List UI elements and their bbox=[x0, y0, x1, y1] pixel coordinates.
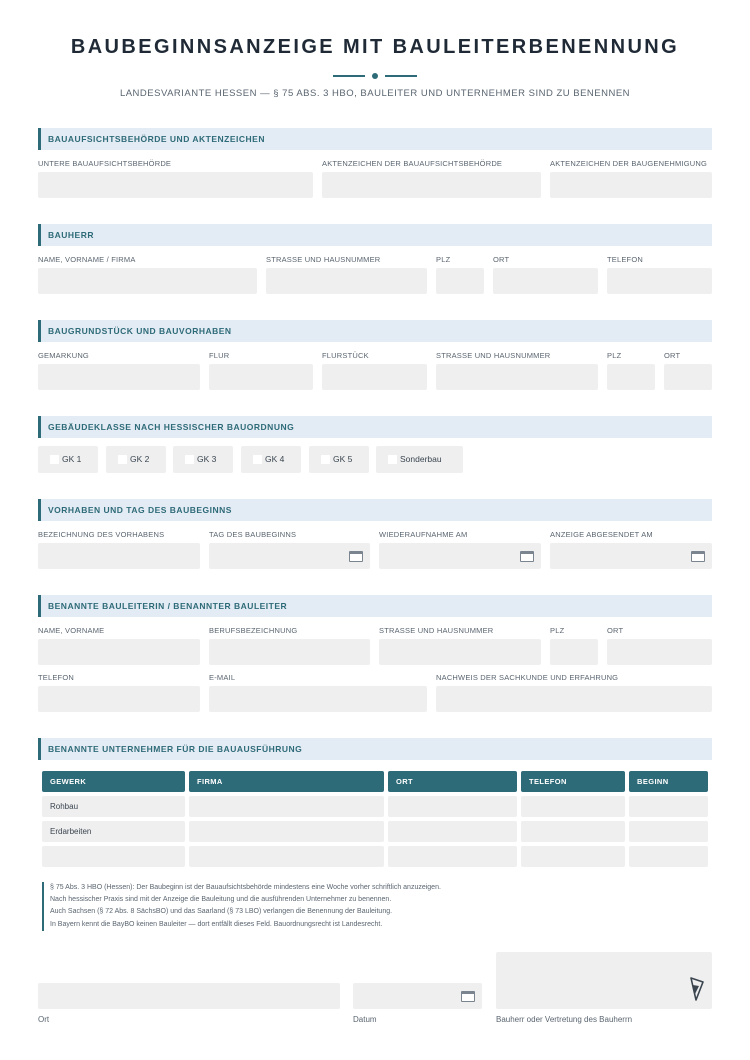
checkbox[interactable] bbox=[253, 455, 262, 464]
field-bauleiter-telefon[interactable] bbox=[38, 686, 200, 712]
table-cell-ort[interactable] bbox=[388, 821, 517, 842]
label-bezeichnung-vorhaben: BEZEICHNUNG DES VORHABENS bbox=[38, 530, 165, 539]
field-bauherr-ort[interactable] bbox=[493, 268, 598, 294]
field-berufsbezeichnung[interactable] bbox=[209, 639, 370, 665]
section-header-unternehmer: BENANNTE UNTERNEHMER FÜR DIE BAUAUSFÜHRUNG bbox=[38, 738, 712, 760]
label-anzeige-abgesendet: ANZEIGE ABGESENDET AM bbox=[550, 530, 653, 539]
field-wiederaufnahme[interactable] bbox=[379, 543, 541, 569]
option-sonderbau[interactable]: Sonderbau bbox=[376, 446, 463, 473]
label-wiederaufnahme: WIEDERAUFNAHME AM bbox=[379, 530, 468, 539]
label-berufsbezeichnung: BERUFSBEZEICHNUNG bbox=[209, 626, 298, 635]
label-tag-baubeginn: TAG DES BAUBEGINNS bbox=[209, 530, 297, 539]
label-bauherr-ort: ORT bbox=[493, 255, 510, 264]
table-cell-gewerk[interactable]: Rohbau bbox=[42, 796, 185, 817]
label-ort: Ort bbox=[38, 1015, 50, 1024]
label-flurstueck: FLURSTÜCK bbox=[322, 351, 369, 360]
calendar-icon[interactable] bbox=[520, 551, 534, 562]
option-gk-5[interactable]: GK 5 bbox=[309, 446, 369, 473]
legal-notes bbox=[42, 882, 562, 931]
label-bauleiter-strasse: STRASSE UND HAUSNUMMER bbox=[379, 626, 494, 635]
field-bauherr-strasse[interactable] bbox=[266, 268, 427, 294]
field-tag-baubeginn[interactable] bbox=[209, 543, 370, 569]
field-bauleiter-strasse[interactable] bbox=[379, 639, 541, 665]
table-cell-ort[interactable] bbox=[388, 846, 517, 867]
option-gk-2[interactable]: GK 2 bbox=[106, 446, 166, 473]
table-cell-telefon[interactable] bbox=[521, 796, 625, 817]
table-cell-beginn[interactable] bbox=[629, 846, 708, 867]
field-bauleiter-ort[interactable] bbox=[607, 639, 712, 665]
table-cell-gewerk[interactable] bbox=[42, 846, 185, 867]
table-cell-telefon[interactable] bbox=[521, 846, 625, 867]
field-flurstueck[interactable] bbox=[322, 364, 427, 390]
field-grundstueck-strasse[interactable] bbox=[436, 364, 598, 390]
label-gemarkung: GEMARKUNG bbox=[38, 351, 89, 360]
option-gk-1[interactable]: GK 1 bbox=[38, 446, 98, 473]
note-line: Nach hessischer Praxis sind mit der Anzeige die Bauleitung und die ausführenden Unternehmer zu benennen. bbox=[50, 896, 392, 904]
field-anzeige-abgesendet[interactable] bbox=[550, 543, 712, 569]
page-title: BAUBEGINNSANZEIGE MIT BAULEITERBENENNUNG bbox=[70, 36, 680, 58]
label-untere-bauaufsichtsbehoerde: UNTERE BAUAUFSICHTSBEHÖRDE bbox=[38, 159, 172, 168]
section-header-vorhaben: VORHABEN UND TAG DES BAUBEGINNS bbox=[38, 499, 712, 521]
field-grundstueck-plz[interactable] bbox=[607, 364, 655, 390]
field-grundstueck-ort[interactable] bbox=[664, 364, 712, 390]
column-header-gewerk: GEWERK bbox=[42, 771, 185, 792]
label-signature: Bauherr oder Vertretung des Bauherrn bbox=[496, 1015, 633, 1024]
table-cell-firma[interactable] bbox=[189, 821, 384, 842]
field-bezeichnung-vorhaben[interactable] bbox=[38, 543, 200, 569]
checkbox[interactable] bbox=[321, 455, 330, 464]
label-bauleiter-name: NAME, VORNAME bbox=[38, 626, 105, 635]
column-header-ort: ORT bbox=[388, 771, 517, 792]
checkbox[interactable] bbox=[388, 455, 397, 464]
option-gk-4[interactable]: GK 4 bbox=[241, 446, 301, 473]
field-flur[interactable] bbox=[209, 364, 313, 390]
column-header-firma: FIRMA bbox=[189, 771, 384, 792]
field-bauherr-telefon[interactable] bbox=[607, 268, 712, 294]
field-aktenzeichen-behoerde[interactable] bbox=[322, 172, 541, 198]
column-header-telefon: TELEFON bbox=[521, 771, 625, 792]
checkbox[interactable] bbox=[185, 455, 194, 464]
label-bauleiter-ort: ORT bbox=[607, 626, 624, 635]
field-nachweis-sachkunde[interactable] bbox=[436, 686, 712, 712]
field-bauherr-plz[interactable] bbox=[436, 268, 484, 294]
section-header-bauherr: BAUHERR bbox=[38, 224, 712, 246]
label-nachweis-sachkunde: NACHWEIS DER SACHKUNDE UND ERFAHRUNG bbox=[436, 673, 619, 682]
label-grundstueck-plz: PLZ bbox=[607, 351, 622, 360]
label-datum: Datum bbox=[353, 1015, 377, 1024]
section-header-gebaeudeklasse: GEBÄUDEKLASSE NACH HESSISCHER BAUORDNUNG bbox=[38, 416, 712, 438]
calendar-icon[interactable] bbox=[691, 551, 705, 562]
table-cell-gewerk[interactable]: Erdarbeiten bbox=[42, 821, 185, 842]
field-bauleiter-email[interactable] bbox=[209, 686, 427, 712]
note-line: Auch Sachsen (§ 72 Abs. 8 SächsBO) und das Saarland (§ 73 LBO) verlangen die Benennung der Bauleitung. bbox=[50, 908, 393, 916]
field-ort[interactable] bbox=[38, 983, 340, 1009]
checkbox[interactable] bbox=[50, 455, 59, 464]
label-bauleiter-telefon: TELEFON bbox=[38, 673, 74, 682]
section-header-behoerde: BAUAUFSICHTSBEHÖRDE UND AKTENZEICHEN bbox=[38, 128, 712, 150]
note-line: In Bayern kennt die BayBO keinen Bauleiter — dort entfällt dieses Feld. Bauordnungsrecht ist Landesrecht. bbox=[50, 920, 383, 928]
label-bauherr-plz: PLZ bbox=[436, 255, 451, 264]
section-header-bauleiter: BENANNTE BAULEITERIN / BENANNTER BAULEITER bbox=[38, 595, 712, 617]
label-bauleiter-email: E-MAIL bbox=[209, 673, 236, 682]
calendar-icon[interactable] bbox=[349, 551, 363, 562]
pen-nib-icon bbox=[690, 976, 704, 1002]
field-signature[interactable] bbox=[496, 952, 712, 1009]
label-bauleiter-plz: PLZ bbox=[550, 626, 565, 635]
table-cell-beginn[interactable] bbox=[629, 821, 708, 842]
label-bauherr-name: NAME, VORNAME / FIRMA bbox=[38, 255, 136, 264]
field-aktenzeichen-baugenehmigung[interactable] bbox=[550, 172, 712, 198]
calendar-icon[interactable] bbox=[461, 991, 475, 1002]
section-header-grundstueck: BAUGRUNDSTÜCK UND BAUVORHABEN bbox=[38, 320, 712, 342]
table-cell-firma[interactable] bbox=[189, 796, 384, 817]
table-cell-firma[interactable] bbox=[189, 846, 384, 867]
field-gemarkung[interactable] bbox=[38, 364, 200, 390]
field-bauleiter-plz[interactable] bbox=[550, 639, 598, 665]
label-grundstueck-strasse: STRASSE UND HAUSNUMMER bbox=[436, 351, 551, 360]
note-line: § 75 Abs. 3 HBO (Hessen): Der Baubeginn ist der Bauaufsichtsbehörde mindestens eine Woche vorher schriftlich anzuzeigen. bbox=[50, 884, 441, 891]
label-grundstueck-ort: ORT bbox=[664, 351, 681, 360]
field-untere-bauaufsichtsbehoerde[interactable] bbox=[38, 172, 313, 198]
table-cell-beginn[interactable] bbox=[629, 796, 708, 817]
column-header-beginn: BEGINN bbox=[629, 771, 708, 792]
label-flur: FLUR bbox=[209, 351, 230, 360]
title-decoration bbox=[333, 72, 417, 80]
label-bauherr-strasse: STRASSE UND HAUSNUMMER bbox=[266, 255, 381, 264]
table-cell-telefon[interactable] bbox=[521, 821, 625, 842]
table-cell-ort[interactable] bbox=[388, 796, 517, 817]
field-datum[interactable] bbox=[353, 983, 482, 1009]
page-subtitle: LANDESVARIANTE HESSEN — § 75 ABS. 3 HBO, BAULEITER UND UNTERNEHMER SIND ZU BENENNEN bbox=[119, 88, 631, 99]
label-aktenzeichen-baugenehmigung: AKTENZEICHEN DER BAUGENEHMIGUNG bbox=[550, 159, 708, 168]
field-bauleiter-name[interactable] bbox=[38, 639, 200, 665]
option-gk-3[interactable]: GK 3 bbox=[173, 446, 233, 473]
label-bauherr-telefon: TELEFON bbox=[607, 255, 643, 264]
label-aktenzeichen-behoerde: AKTENZEICHEN DER BAUAUFSICHTSBEHÖRDE bbox=[322, 159, 503, 168]
checkbox[interactable] bbox=[118, 455, 127, 464]
field-bauherr-name[interactable] bbox=[38, 268, 257, 294]
